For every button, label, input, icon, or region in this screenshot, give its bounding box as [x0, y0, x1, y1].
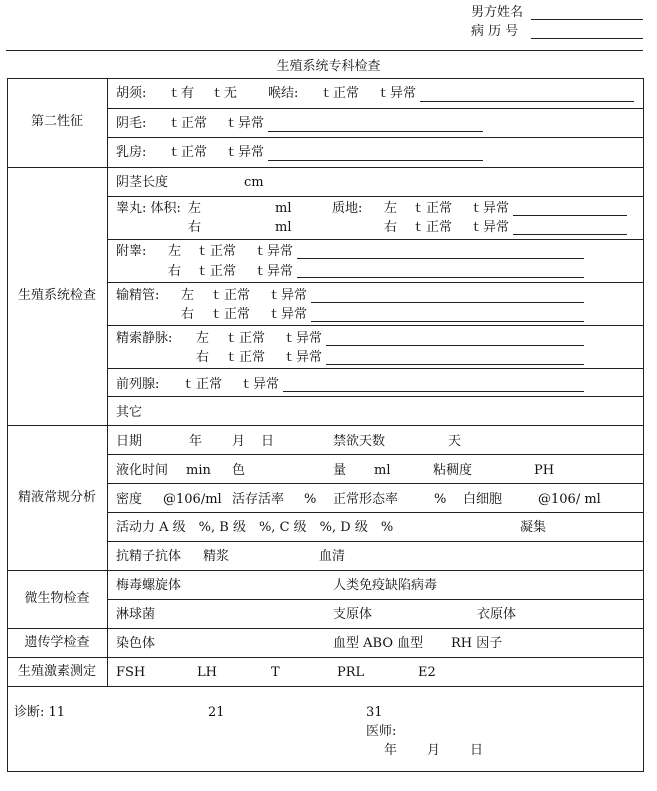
epididymis-left-abnormal-label: 异常	[267, 244, 294, 259]
header-divider	[6, 50, 643, 51]
beard-yes-label: 有	[181, 86, 195, 101]
pubic-normal-checkbox[interactable]: ｔ	[168, 116, 182, 131]
varicocele-right-field[interactable]	[326, 364, 584, 365]
prostate-normal-label: 正常	[196, 377, 223, 392]
ph-label: PH	[534, 463, 555, 478]
texture-right-normal-checkbox[interactable]: ｔ	[412, 220, 426, 235]
chlamydia-label: 衣原体	[477, 607, 517, 622]
diagnosis-item-3: 31	[366, 705, 383, 720]
vas-left-label: 左	[181, 288, 195, 303]
liquefaction-label: 液化时间	[116, 463, 169, 478]
category-hormones: 生殖激素测定	[17, 664, 96, 679]
survival-rate-unit: %	[304, 492, 317, 507]
breast-normal-label: 正常	[181, 145, 208, 160]
vas-left-normal-label: 正常	[224, 288, 251, 303]
volume-unit: ml	[374, 463, 391, 478]
texture-left-normal-checkbox[interactable]: ｔ	[412, 201, 426, 216]
epididymis-left-normal-label: 正常	[210, 244, 237, 259]
category-genetics: 遗传学检查	[24, 635, 90, 650]
epididymis-right-field[interactable]	[297, 277, 584, 278]
testis-left-label: 左	[188, 201, 202, 216]
section-divider	[7, 628, 643, 629]
vas-left-abnormal-label: 异常	[281, 288, 308, 303]
epididymis-right-normal-label: 正常	[210, 264, 237, 279]
texture-right-label: 右	[384, 220, 398, 235]
row-divider	[107, 368, 643, 369]
category-column-divider	[107, 78, 108, 686]
beard-no-label: 无	[224, 86, 238, 101]
breast-normal-checkbox[interactable]: ｔ	[168, 145, 182, 160]
sign-month-label: 月	[427, 743, 441, 758]
varicocele-right-abnormal-checkbox[interactable]: ｔ	[283, 350, 297, 365]
survival-rate-label: 活存活率	[232, 492, 285, 507]
penis-length-label: 阴茎长度	[116, 175, 169, 190]
seminal-plasma-label: 精浆	[203, 549, 230, 564]
color-label: 色	[232, 463, 246, 478]
row-divider	[107, 483, 643, 484]
texture-right-abnormal-field[interactable]	[513, 234, 627, 235]
pubic-hair-label: 阴毛:	[116, 116, 147, 131]
varicocele-left-normal-label: 正常	[239, 331, 266, 346]
section-divider	[7, 657, 643, 658]
vas-right-label: 右	[181, 307, 195, 322]
adams-apple-label: 喉结:	[268, 86, 299, 101]
row-divider	[107, 137, 643, 138]
prostate-normal-checkbox[interactable]: ｔ	[182, 377, 196, 392]
blood-type-label: 血型 ABO 血型	[333, 636, 424, 651]
liquefaction-unit: min	[186, 463, 211, 478]
texture-left-abnormal-label: 异常	[483, 201, 510, 216]
prostate-abnormal-field[interactable]	[283, 391, 584, 392]
varicocele-right-normal-label: 正常	[239, 350, 266, 365]
testosterone-label: T	[271, 665, 280, 680]
hiv-label: 人类免疫缺陷病毒	[333, 578, 438, 593]
varicocele-right-normal-checkbox[interactable]: ｔ	[225, 350, 239, 365]
penis-length-unit: cm	[244, 175, 264, 190]
category-secondary-sex: 第二性征	[30, 114, 83, 129]
epididymis-right-normal-checkbox[interactable]: ｔ	[196, 264, 210, 279]
testis-texture-label: 质地:	[332, 201, 363, 216]
adams-normal-label: 正常	[333, 86, 360, 101]
date-day-label: 日	[261, 434, 275, 449]
normal-morphology-label: 正常形态率	[333, 492, 399, 507]
adams-abnormal-label: 异常	[390, 86, 417, 101]
viscosity-label: 粘稠度	[433, 463, 473, 478]
section-divider	[7, 686, 643, 687]
breast-abnormal-label: 异常	[238, 145, 265, 160]
mycoplasma-label: 支原体	[333, 607, 373, 622]
vas-right-abnormal-label: 异常	[281, 307, 308, 322]
section-divider	[7, 570, 643, 571]
section-divider	[7, 167, 643, 168]
chromosome-label: 染色体	[116, 636, 156, 651]
prl-label: PRL	[337, 665, 365, 680]
row-divider	[107, 599, 643, 600]
row-divider	[107, 541, 643, 542]
row-divider	[107, 196, 643, 197]
normal-morphology-unit: %	[434, 492, 447, 507]
testis-left-unit: ml	[275, 201, 292, 216]
density-label: 密度	[116, 492, 143, 507]
varicocele-label: 精索静脉:	[116, 331, 173, 346]
beard-yes-checkbox[interactable]: ｔ	[168, 86, 182, 101]
vas-right-normal-label: 正常	[224, 307, 251, 322]
rh-factor-label: RH 因子	[451, 636, 503, 651]
varicocele-left-abnormal-label: 异常	[296, 331, 323, 346]
male-name-label: 男方姓名	[471, 5, 524, 20]
adams-abnormal-checkbox[interactable]: ｔ	[377, 86, 391, 101]
testis-right-unit: ml	[275, 220, 292, 235]
varicocele-left-abnormal-checkbox[interactable]: ｔ	[283, 331, 297, 346]
epididymis-label: 附睾:	[116, 244, 147, 259]
date-month-label: 月	[232, 434, 246, 449]
epididymis-right-abnormal-checkbox[interactable]: ｔ	[254, 264, 268, 279]
vas-right-normal-checkbox[interactable]: ｔ	[210, 307, 224, 322]
epididymis-left-normal-checkbox[interactable]: ｔ	[196, 244, 210, 259]
epididymis-left-label: 左	[168, 244, 182, 259]
adams-abnormal-field[interactable]	[420, 101, 634, 102]
lh-label: LH	[197, 665, 217, 680]
vas-right-abnormal-checkbox[interactable]: ｔ	[268, 307, 282, 322]
pubic-abnormal-checkbox[interactable]: ｔ	[225, 116, 239, 131]
table-bottom-border	[7, 771, 643, 772]
texture-left-normal-label: 正常	[426, 201, 453, 216]
texture-left-abnormal-checkbox[interactable]: ｔ	[470, 201, 484, 216]
epididymis-left-abnormal-checkbox[interactable]: ｔ	[254, 244, 268, 259]
table-right-border	[643, 78, 644, 772]
adams-normal-checkbox[interactable]: ｔ	[320, 86, 334, 101]
row-divider	[107, 512, 643, 513]
texture-right-abnormal-label: 异常	[483, 220, 510, 235]
medical-record-field[interactable]	[531, 38, 643, 39]
category-reproductive-exam: 生殖系统检查	[17, 288, 96, 303]
texture-right-abnormal-checkbox[interactable]: ｔ	[470, 220, 484, 235]
wbc-unit: @106/ ml	[538, 492, 601, 507]
row-divider	[107, 325, 643, 326]
motility-label: 活动力 A 级 %, B 级 %, C 级 %, D 级 %	[116, 520, 394, 535]
prostate-label: 前列腺:	[116, 377, 160, 392]
male-name-field[interactable]	[531, 19, 643, 20]
abstinence-label: 禁欲天数	[333, 434, 386, 449]
medical-record-label: 病 历 号	[471, 24, 519, 39]
epididymis-right-label: 右	[168, 264, 182, 279]
prostate-abnormal-label: 异常	[253, 377, 280, 392]
beard-label: 胡须:	[116, 86, 147, 101]
e2-label: E2	[418, 665, 436, 680]
fsh-label: FSH	[116, 665, 146, 680]
breast-abnormal-field[interactable]	[268, 160, 483, 161]
sign-year-label: 年	[384, 743, 398, 758]
epididymis-right-abnormal-label: 异常	[267, 264, 294, 279]
doctor-label: 医师:	[366, 724, 397, 739]
epididymis-left-field[interactable]	[297, 258, 584, 259]
row-divider	[107, 239, 643, 240]
pubic-normal-label: 正常	[181, 116, 208, 131]
prostate-abnormal-checkbox[interactable]: ｔ	[240, 377, 254, 392]
syphilis-label: 梅毒螺旋体	[116, 578, 182, 593]
sign-day-label: 日	[470, 743, 484, 758]
texture-left-label: 左	[384, 201, 398, 216]
section-divider	[7, 425, 643, 426]
pubic-abnormal-label: 异常	[238, 116, 265, 131]
varicocele-right-abnormal-label: 异常	[296, 350, 323, 365]
varicocele-left-field[interactable]	[326, 345, 584, 346]
category-microbiology: 微生物检查	[24, 591, 90, 606]
vas-left-abnormal-checkbox[interactable]: ｔ	[268, 288, 282, 303]
vas-right-field[interactable]	[311, 321, 584, 322]
testis-volume-label: 睾丸: 体积:	[116, 201, 181, 216]
other-label: 其它	[116, 405, 143, 420]
table-top-border	[7, 78, 643, 79]
vas-deferens-label: 输精管:	[116, 288, 160, 303]
varicocele-left-normal-checkbox[interactable]: ｔ	[225, 331, 239, 346]
category-semen-analysis: 精液常规分析	[17, 490, 96, 505]
diagnosis-item-2: 21	[208, 705, 225, 720]
row-divider	[107, 282, 643, 283]
beard-no-checkbox[interactable]: ｔ	[211, 86, 225, 101]
density-unit: @106/ml	[163, 492, 222, 507]
pubic-abnormal-field[interactable]	[268, 131, 483, 132]
agglutination-label: 凝集	[520, 520, 547, 535]
row-divider	[107, 396, 643, 397]
row-divider	[107, 454, 643, 455]
serum-label: 血清	[319, 549, 346, 564]
texture-right-normal-label: 正常	[426, 220, 453, 235]
page-title: 生殖系统专科检查	[276, 59, 381, 74]
antisperm-antibody-label: 抗精子抗体	[116, 549, 182, 564]
gonococcus-label: 淋球菌	[116, 607, 156, 622]
texture-left-abnormal-field[interactable]	[513, 215, 627, 216]
breast-abnormal-checkbox[interactable]: ｔ	[225, 145, 239, 160]
date-year-label: 年	[189, 434, 203, 449]
varicocele-left-label: 左	[196, 331, 210, 346]
date-label: 日期	[116, 434, 143, 449]
varicocele-right-label: 右	[196, 350, 210, 365]
vas-left-field[interactable]	[311, 302, 584, 303]
diagnosis-label: 诊断: 11	[14, 705, 66, 720]
breast-label: 乳房:	[116, 145, 147, 160]
row-divider	[107, 108, 643, 109]
volume-label: 量	[333, 463, 347, 478]
vas-left-normal-checkbox[interactable]: ｔ	[210, 288, 224, 303]
abstinence-days-unit: 天	[448, 434, 462, 449]
testis-right-label: 右	[188, 220, 202, 235]
wbc-label: 白细胞	[463, 492, 503, 507]
